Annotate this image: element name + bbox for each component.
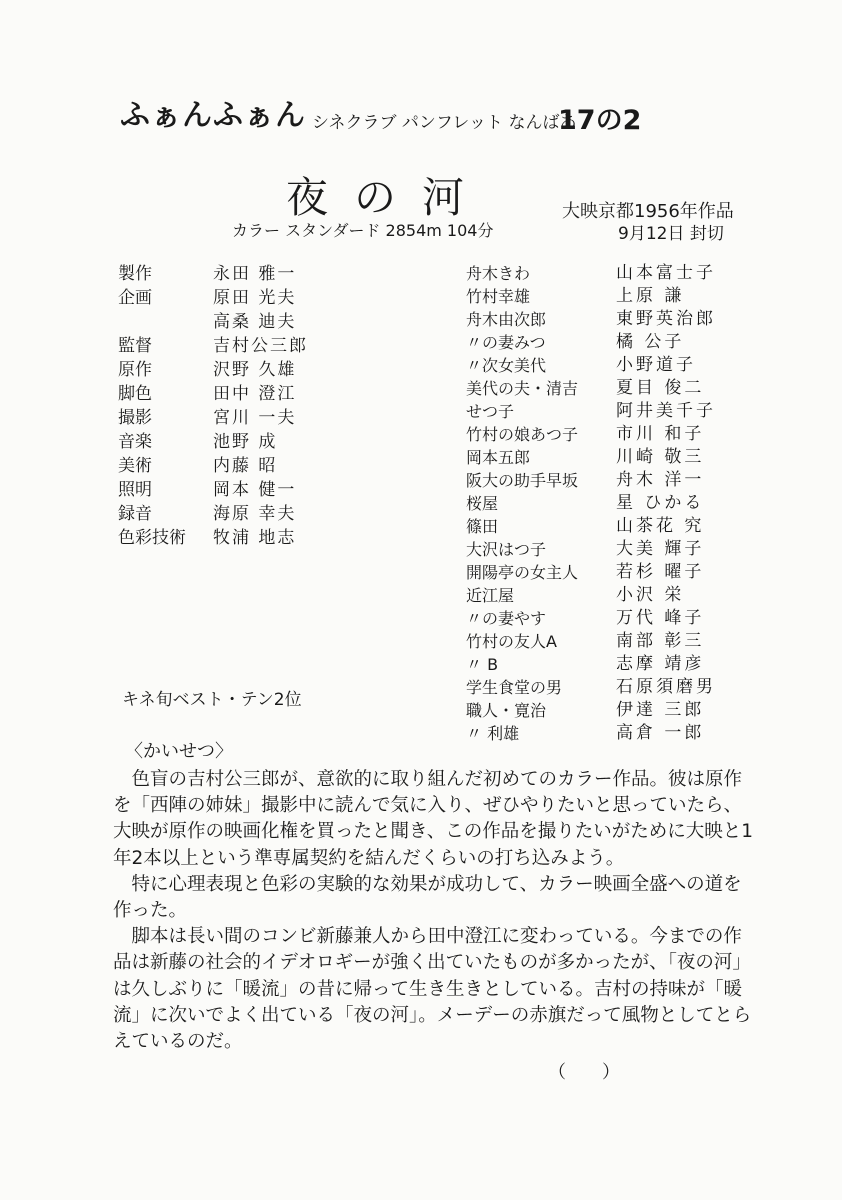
- staff-name: 牧浦 地志: [213, 528, 297, 548]
- staff-name: 吉村公三郎: [213, 336, 308, 356]
- release-date: 9月12日 封切: [618, 224, 724, 244]
- cast-row: [466, 584, 766, 607]
- commentary-body: [113, 767, 755, 1055]
- cast-role: 竹村の娘あつ子: [466, 425, 579, 444]
- staff-role: 録音: [118, 504, 152, 524]
- staff-row: [118, 478, 358, 502]
- staff-name: 池野 成: [213, 432, 278, 452]
- cast-row: [466, 630, 766, 653]
- staff-role: 原作: [118, 360, 152, 380]
- staff-name: 内藤 昭: [213, 456, 278, 476]
- club-name: シネクラブ パンフレット なんばあ: [312, 113, 577, 133]
- cast-row: [466, 515, 766, 538]
- cast-actor: 橘 公子: [616, 332, 685, 352]
- cast-role: 開陽亭の女主人: [466, 563, 579, 582]
- staff-name: 田中 澄江: [213, 384, 297, 404]
- commentary-section: [113, 737, 755, 1055]
- cast-row: [466, 262, 766, 285]
- cast-row: [466, 354, 766, 377]
- pamphlet-header: [120, 86, 760, 156]
- cast-actor: 小沢 栄: [616, 585, 685, 605]
- cast-row: [466, 331, 766, 354]
- cast-actor: 万代 峰子: [616, 608, 705, 628]
- staff-role: 企画: [118, 288, 152, 308]
- cast-row: [466, 607, 766, 630]
- commentary-paragraph: 特に心理表現と色彩の実験的な効果が成功して、カラー映画全盛への道を作った。: [113, 873, 742, 922]
- staff-role: 製作: [118, 264, 152, 284]
- author-signature: （ ）: [548, 1062, 620, 1083]
- cast-row: [466, 561, 766, 584]
- staff-row: [118, 262, 358, 286]
- cast-row: [466, 285, 766, 308]
- cast-role: せつ子: [466, 402, 515, 421]
- cast-role: 〃 利雄: [466, 724, 520, 743]
- cast-role: 近江屋: [466, 586, 515, 605]
- cast-row: [466, 446, 766, 469]
- studio-year: 大映京都1956年作品: [562, 201, 734, 222]
- staff-row: [118, 334, 358, 358]
- staff-row: [118, 406, 358, 430]
- cast-actor: 石原須磨男: [616, 677, 716, 697]
- cast-role: 職人・寛治: [466, 701, 547, 720]
- cast-role: 竹村幸雄: [466, 287, 531, 306]
- cast-role: 〃 B: [466, 655, 499, 674]
- cast-actor: 阿井美千子: [616, 401, 716, 421]
- cast-actor: 小野道子: [616, 355, 696, 375]
- staff-role: 撮影: [118, 408, 152, 428]
- staff-row: [118, 358, 358, 382]
- cast-actor: 大美 輝子: [616, 539, 705, 559]
- cast-actor: 星 ひかる: [616, 493, 705, 513]
- cast-actor: 志摩 靖彦: [616, 654, 705, 674]
- cast-actor: 山茶花 究: [616, 516, 705, 536]
- cast-row: [466, 308, 766, 331]
- cast-role: 〃次女美代: [466, 356, 547, 375]
- cast-actor: 夏目 俊二: [616, 378, 705, 398]
- cast-actor: 高倉 一郎: [616, 723, 705, 743]
- cast-actor: 南部 彰三: [616, 631, 705, 651]
- staff-role: 監督: [118, 336, 152, 356]
- staff-row: [118, 286, 358, 310]
- cast-role: 桜屋: [466, 494, 499, 513]
- staff-name: 沢野 久雄: [213, 360, 297, 380]
- staff-name: 原田 光夫: [213, 288, 297, 308]
- cast-role: 学生食堂の男: [466, 678, 563, 697]
- cast-actor: 川崎 敬三: [616, 447, 705, 467]
- staff-row: [118, 310, 358, 334]
- staff-row: [118, 430, 358, 454]
- award-note: キネ旬ベスト・テン2位: [122, 690, 302, 710]
- staff-role: 美術: [118, 456, 152, 476]
- staff-row: [118, 526, 358, 550]
- staff-row: [118, 382, 358, 406]
- cast-row: [466, 400, 766, 423]
- brand-title: ふぁんふぁん: [120, 98, 306, 133]
- issue-number: 17の2: [558, 105, 642, 136]
- cast-role: 美代の夫・清吉: [466, 379, 579, 398]
- cast-role: 阪大の助手早坂: [466, 471, 579, 490]
- cast-role: 篠田: [466, 517, 499, 536]
- cast-actor: 伊達 三郎: [616, 700, 705, 720]
- cast-role: 大沢はつ子: [466, 540, 547, 559]
- cast-row: [466, 492, 766, 515]
- staff-role: 音楽: [118, 432, 152, 452]
- staff-name: 岡本 健一: [213, 480, 297, 500]
- film-specs: カラー スタンダード 2854m 104分: [232, 221, 494, 240]
- cast-role: 舟木由次郎: [466, 310, 547, 329]
- cast-actor: 舟木 洋一: [616, 470, 705, 490]
- cast-actor: 若杉 曜子: [616, 562, 705, 582]
- cast-actor: 上原 謙: [616, 286, 685, 306]
- staff-name: 海原 幸夫: [213, 504, 297, 524]
- commentary-paragraph: 色盲の吉村公三郎が、意欲的に取り組んだ初めてのカラー作品。彼は原作を「西陣の姉妹」撮影中に読んで気に入り、ぜひやりたいと思っていたら、大映が原作の映画化権を買ったと聞き、この作品を撮りたいがために大映と1年2本以上という準専属契約を結んだくらいの打ち込みよう。: [113, 769, 754, 869]
- staff-row: [118, 502, 358, 526]
- film-title: 夜の河: [286, 173, 491, 222]
- staff-name: 高桑 迪夫: [213, 312, 297, 332]
- cast-actor: 東野英治郎: [616, 309, 716, 329]
- cast-row: [466, 423, 766, 446]
- cast-row: [466, 538, 766, 561]
- cast-row: [466, 469, 766, 492]
- commentary-paragraph: 脚本は長い間のコンビ新藤兼人から田中澄江に変わっている。今までの作品は新藤の社会的イデオロギーが強く出ていたものが多かったが、「夜の河」は久しぶりに「暖流」の昔に帰って生き生きとしている。吉村の持味が「暖流」に次いでよく出ている「夜の河」。メーデーの赤旗だって風物としてとらえているのだ。: [113, 926, 752, 1053]
- cast-row: [466, 377, 766, 400]
- staff-row: [118, 454, 358, 478]
- staff-role: 照明: [118, 480, 152, 500]
- cast-role: 竹村の友人A: [466, 632, 557, 651]
- cast-actor: 山本富士子: [616, 263, 716, 283]
- cast-row: [466, 699, 766, 722]
- staff-role: 脚色: [118, 384, 152, 404]
- cast-role: 〃の妻やす: [466, 609, 547, 628]
- cast-role: 岡本五郎: [466, 448, 531, 467]
- cast-role: 舟木きわ: [466, 264, 531, 283]
- cast-row: [466, 653, 766, 676]
- cast-row: [466, 676, 766, 699]
- cast-actor: 市川 和子: [616, 424, 705, 444]
- commentary-heading: 〈かいせつ〉: [125, 741, 233, 762]
- staff-role: 色彩技術: [118, 528, 186, 548]
- cast-role: 〃の妻みつ: [466, 333, 546, 352]
- staff-name: 宮川 一夫: [213, 408, 297, 428]
- staff-name: 永田 雅一: [213, 264, 297, 284]
